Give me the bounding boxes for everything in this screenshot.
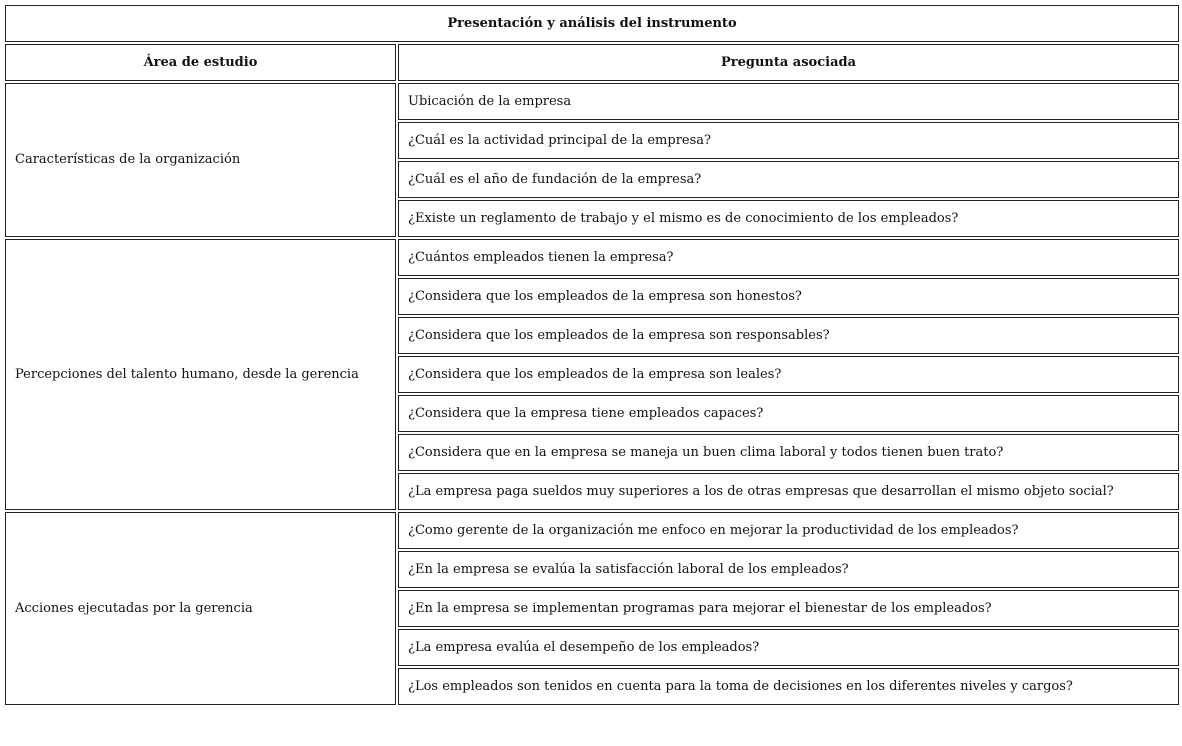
table-title: Presentación y análisis del instrumento (5, 5, 1179, 42)
question-cell: ¿La empresa evalúa el desempeño de los empleados? (398, 629, 1179, 666)
question-cell: Ubicación de la empresa (398, 83, 1179, 120)
question-cell: ¿Considera que la empresa tiene empleados capaces? (398, 395, 1179, 432)
area-cell: Acciones ejecutadas por la gerencia (5, 512, 396, 705)
title-row (5, 5, 1179, 42)
question-cell: ¿En la empresa se implementan programas para mejorar el bienestar de los empleados? (398, 590, 1179, 627)
question-cell: ¿Cuál es el año de fundación de la empresa? (398, 161, 1179, 198)
question-cell: ¿Como gerente de la organización me enfoco en mejorar la productividad de los empleados? (398, 512, 1179, 549)
table-row (5, 512, 1179, 549)
question-cell: ¿Considera que en la empresa se maneja un buen clima laboral y todos tienen buen trato? (398, 434, 1179, 471)
question-cell: ¿Cuál es la actividad principal de la empresa? (398, 122, 1179, 159)
question-cell: ¿En la empresa se evalúa la satisfacción laboral de los empleados? (398, 551, 1179, 588)
question-cell: ¿Cuántos empleados tienen la empresa? (398, 239, 1179, 276)
question-cell: ¿Considera que los empleados de la empresa son leales? (398, 356, 1179, 393)
header-area: Área de estudio (5, 44, 396, 81)
table-row (5, 239, 1179, 276)
table-row (5, 83, 1179, 120)
area-cell: Percepciones del talento humano, desde la gerencia (5, 239, 396, 510)
question-cell: ¿Existe un reglamento de trabajo y el mismo es de conocimiento de los empleados? (398, 200, 1179, 237)
question-cell: ¿Considera que los empleados de la empresa son honestos? (398, 278, 1179, 315)
question-cell: ¿Los empleados son tenidos en cuenta para la toma de decisiones en los diferentes niveles y cargos? (398, 668, 1179, 705)
header-row (5, 44, 1179, 81)
area-cell: Características de la organización (5, 83, 396, 237)
question-cell: ¿La empresa paga sueldos muy superiores a los de otras empresas que desarrollan el mismo objeto social? (398, 473, 1179, 510)
question-cell: ¿Considera que los empleados de la empresa son responsables? (398, 317, 1179, 354)
header-question: Pregunta asociada (398, 44, 1179, 81)
instrument-table (3, 3, 1181, 707)
